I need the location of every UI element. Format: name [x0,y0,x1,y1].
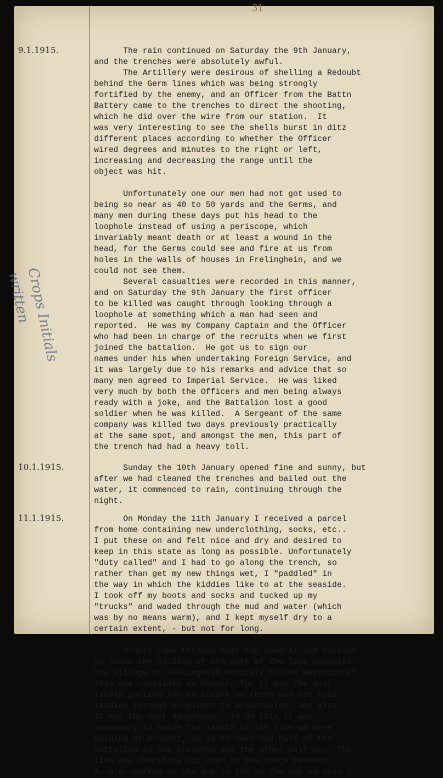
text-line: to be killed was caught through looking through a [94,300,332,309]
text-line: and the trenches were absolutely awful. [94,58,284,67]
text-line: many men agreed to Imperial Service. He was liked [94,377,337,386]
text-line: object was hit. [94,168,167,177]
text-line: the way in which the kiddies like to at the seaside. [94,581,347,590]
text-line: behind the Germ lines which was being strongly [94,80,318,89]
page-number: 31 [252,4,264,14]
text-line: Orders came through that the General had decided [94,647,357,656]
text-line: rather than get my new things wet, I "paddled" in [94,570,332,579]
text-line: I took off my boots and socks and tucked up my [94,592,318,601]
text-line: the village of Frelinghein entirely to the Westminster [94,669,357,678]
text-line: could not see them. [94,267,187,276]
text-line: "duty called" and I had to go along the trench, so [94,559,337,568]
entry-text [94,463,428,507]
text-line: to leave the holding of the part of the line opposite [94,658,352,667]
text-line: was very interesting to see the shells burst in ditz [94,124,347,133]
text-line: The Artillery were desirous of shelling a Redoubt [94,69,362,78]
text-line: A. & B. marked on the map in ink on the map on page 3 [94,768,352,777]
text-line: night. [94,497,124,506]
entry-date: 11.1.1915. [18,514,64,524]
entry-date: 10.1.1915. [18,463,64,473]
text-line: necessary to halve the length of the line we were [94,724,332,733]
text-line: invariably meant death or at least a wound in the [94,234,332,243]
text-line: line was therefore cut down to the space between [94,757,328,766]
text-line: This was certainly an honour, for it was the most [94,680,332,689]
text-line: head, for the Germs could see and fire at us from [94,245,332,254]
text-line: company was killed two days previously practically [94,421,337,430]
entry-date: 9.1.1915. [18,46,59,56]
handwritten-margin-note: Crops Initials written [4,266,60,364]
text-line [94,178,428,189]
text-line: fortified by the enemy, and an Officer from the Battn [94,91,352,100]
text-line: who had been in charge of the recruits when we first [94,333,347,342]
text-line: it was largely due to his remarks and advice that so [94,366,347,375]
text-line: names under his when undertaking Foreign Service, and [94,355,352,364]
text-line: certain extent, - but not for long. [94,625,264,634]
text-line: I put these on and felt nice and dry and desired to [94,537,342,546]
entry-text [94,46,428,453]
text-line: at the same spot, and amongst the men, this part of [94,432,342,441]
text-line: Unfortunately one our men had not got used to [94,190,342,199]
text-line: many men during these days put his head to the [94,212,318,221]
text-line [94,635,428,646]
text-line: different places according to whether the Officer [94,135,332,144]
text-line: holding at present, so as to have one half of the [94,735,332,744]
text-line: keep in this state as long as possible. Unfortunately [94,548,352,557]
text-line: wired degrees and minutes to the right or left, [94,146,323,155]
text-line: Several casualties were recorded in this manner, [94,278,357,287]
text-line: from home containing new underclothing, socks, etc.. [94,526,347,535]
text-line: very much by both the Officers and men being always [94,388,342,397]
text-line: Sunday the 10th January opened fine and sunny, but [94,464,366,473]
entry-text [94,514,428,778]
text-line: being so near as 40 to 50 yards and the Germs, and [94,201,337,210]
text-line: holes in the walls of houses in Frelinghein, and we [94,256,342,265]
text-line: On Monday the 11th January I received a parcel [94,515,347,524]
text-line: was by no means warm), and I kept myself dry to a [94,614,332,623]
text-line: likely portion for an attack as there was the road [94,691,337,700]
text-line: which he did over the wire from our station. It [94,113,328,122]
text-line: battalion in the trenches and the other half out. The [94,746,352,755]
text-line: after we had cleaned the trenches and bailed out the [94,475,347,484]
text-line: soldier when he was killed. A Sergeant of the same [94,410,342,419]
margin-rule [89,6,90,634]
text-line: loophole instead of using a periscope, which [94,223,308,232]
text-line: and on Saturday the 9th January the first officer [94,289,332,298]
text-line: "trucks" and waded through the mud and water (which [94,603,342,612]
text-line: ready with a joke, and the Battalion lost a good [94,399,328,408]
text-line: loophole at something which a man had seen and [94,311,318,320]
text-line: joined the battalion. He got us to sign our [94,344,308,353]
text-line: it was the most dangerous. To do this it was [94,713,313,722]
text-line: the trench had had a heavy toll. [94,443,250,452]
text-line: Battery came to the trenches to direct the shooting, [94,102,347,111]
text-line: leading through Houplines to Armentieres, and also [94,702,337,711]
diary-page [4,4,434,777]
text-line: increasing and decreasing the range until the [94,157,313,166]
text-line: water, it commenced to rain, continuing through the [94,486,342,495]
text-line: reported. He was my Company Captain and the Officer [94,322,347,331]
text-line: The rain continued on Saturday the 9th January, [94,47,352,56]
